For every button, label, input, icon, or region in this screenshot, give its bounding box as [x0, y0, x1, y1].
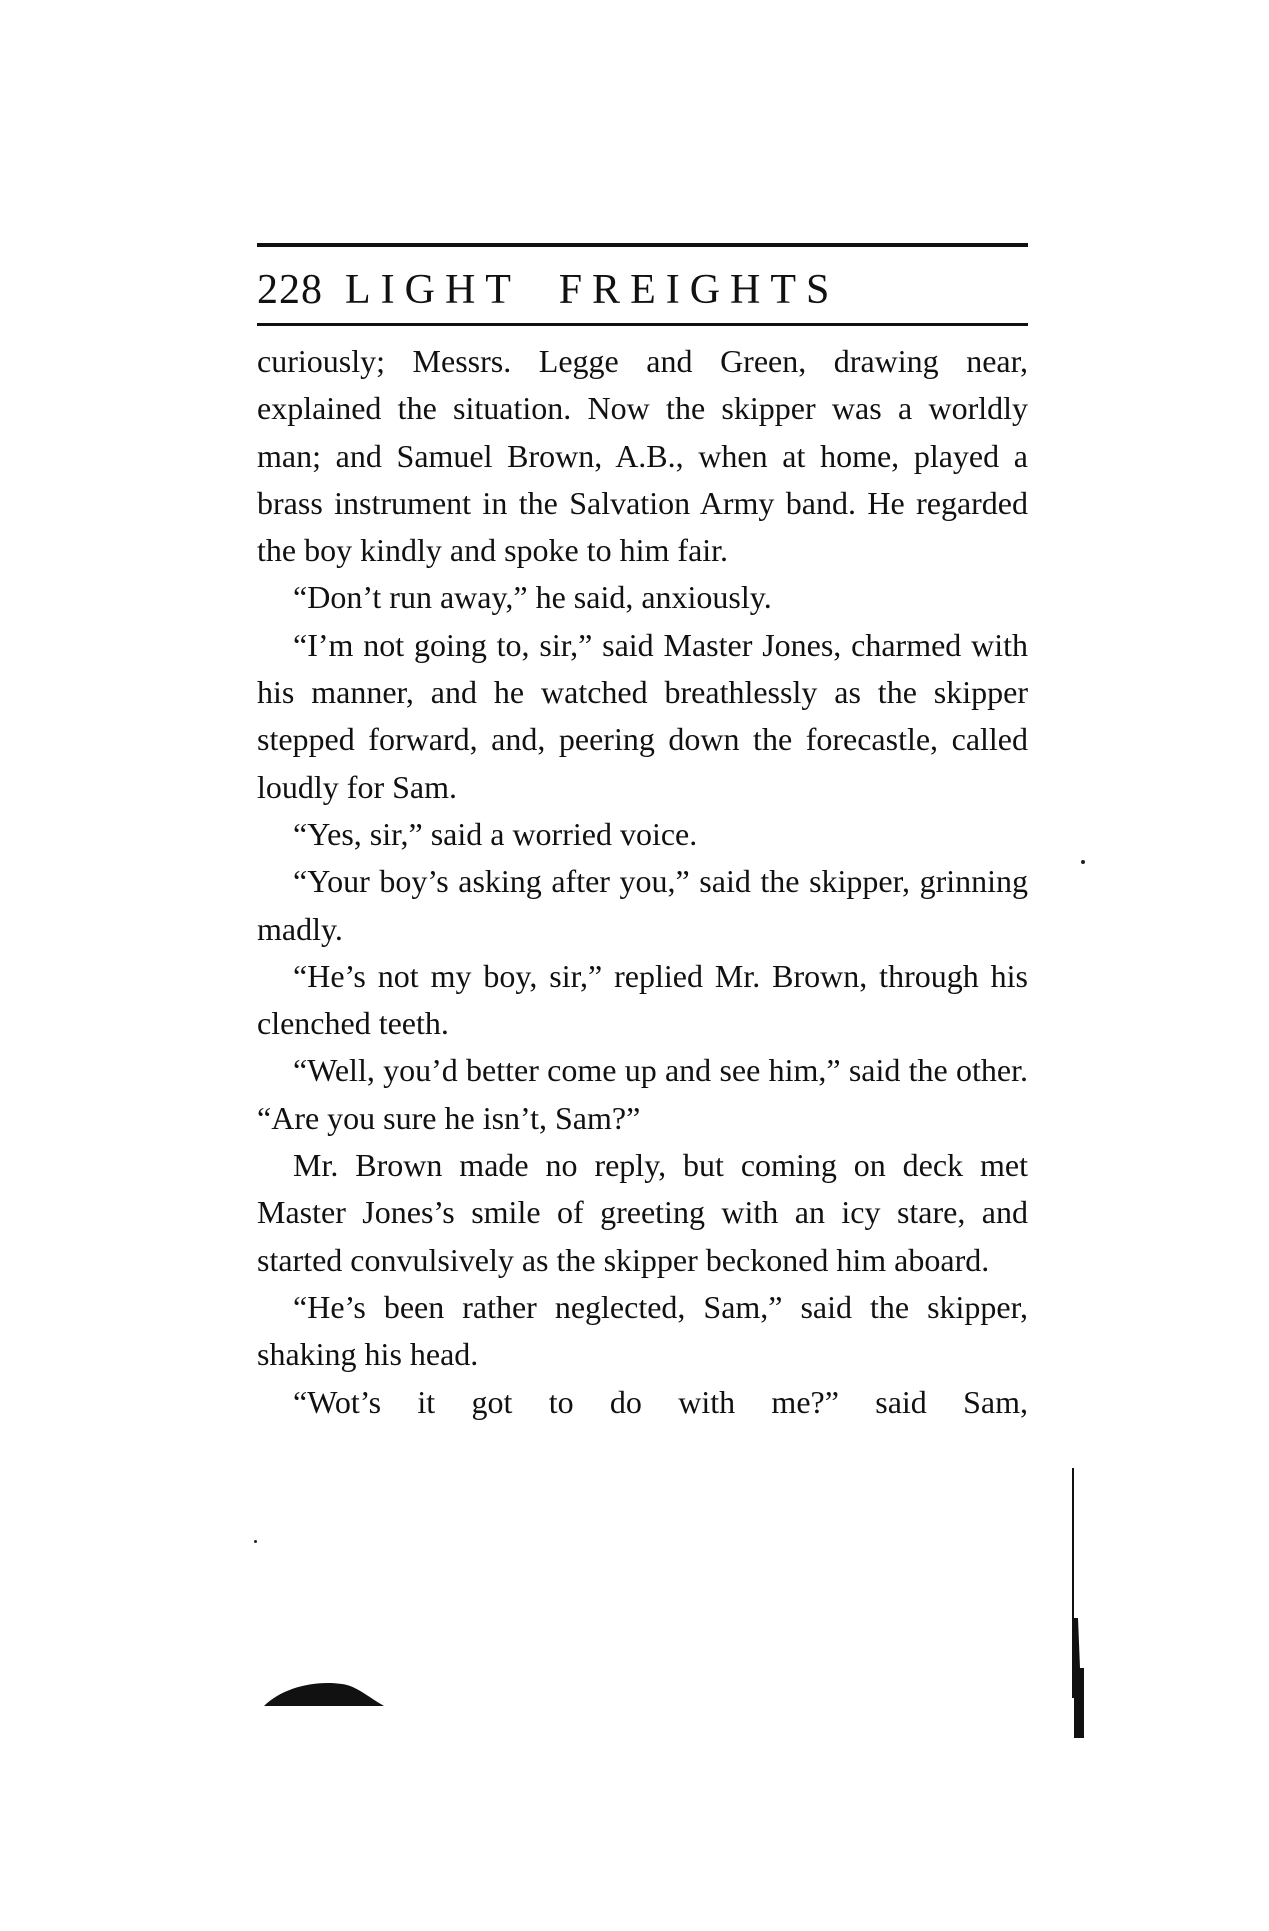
- paragraph-3: “I’m not going to, sir,” said Master Jones, charmed with his manner, and he watched breathlessly as the skipper stepped forward, and, peering down the forecastle, called loudly for Sam.: [257, 626, 1028, 805]
- paragraph-2: “Don’t run away,” he said, anxiously.: [293, 579, 772, 616]
- paragraph-5: “Your boy’s asking after you,” said the skipper, grinning madly.: [257, 863, 1028, 947]
- speck-mark: [254, 1540, 257, 1543]
- running-title: LIGHT FREIGHTS: [345, 267, 840, 313]
- header-bottom-rule: [257, 323, 1028, 326]
- paragraph-1: curiously; Messrs. Legge and Green, drawing near, explained the situation. Now the skipper was a worldly man; and Samuel Brown, A.B., when at home, played a brass instrument in the Salvation Army band. He regarded the boy kindly and spoke to him fair.: [257, 343, 1028, 569]
- paragraph-10: “Wot’s it got to do with me?” said Sam,: [293, 1383, 1028, 1420]
- running-header: [257, 257, 1028, 323]
- ink-smudge-mark: [264, 1680, 384, 1706]
- paragraph-8: Mr. Brown made no reply, but coming on deck met Master Jones’s smile of greeting with an icy stare, and started convulsively as the skipper beckoned him aboard.: [257, 1147, 1028, 1278]
- paragraph-6: “He’s not my boy, sir,” replied Mr. Brown, through his clenched teeth.: [257, 957, 1028, 1042]
- page-number: 228: [257, 267, 323, 313]
- paragraph-7: “Well, you’d better come up and see him,” said the other. “Are you sure he isn’t, Sam?”: [257, 1052, 1028, 1136]
- paragraph-4: “Yes, sir,” said a worried voice.: [293, 815, 698, 852]
- margin-scan-mark: [1060, 1468, 1090, 1738]
- book-page: [257, 243, 1028, 1426]
- speck-mark: [1081, 860, 1085, 864]
- paragraph-9: “He’s been rather neglected, Sam,” said the skipper, shaking his head.: [257, 1288, 1028, 1373]
- body-text: [257, 338, 1028, 1426]
- header-top-rule: [257, 243, 1028, 247]
